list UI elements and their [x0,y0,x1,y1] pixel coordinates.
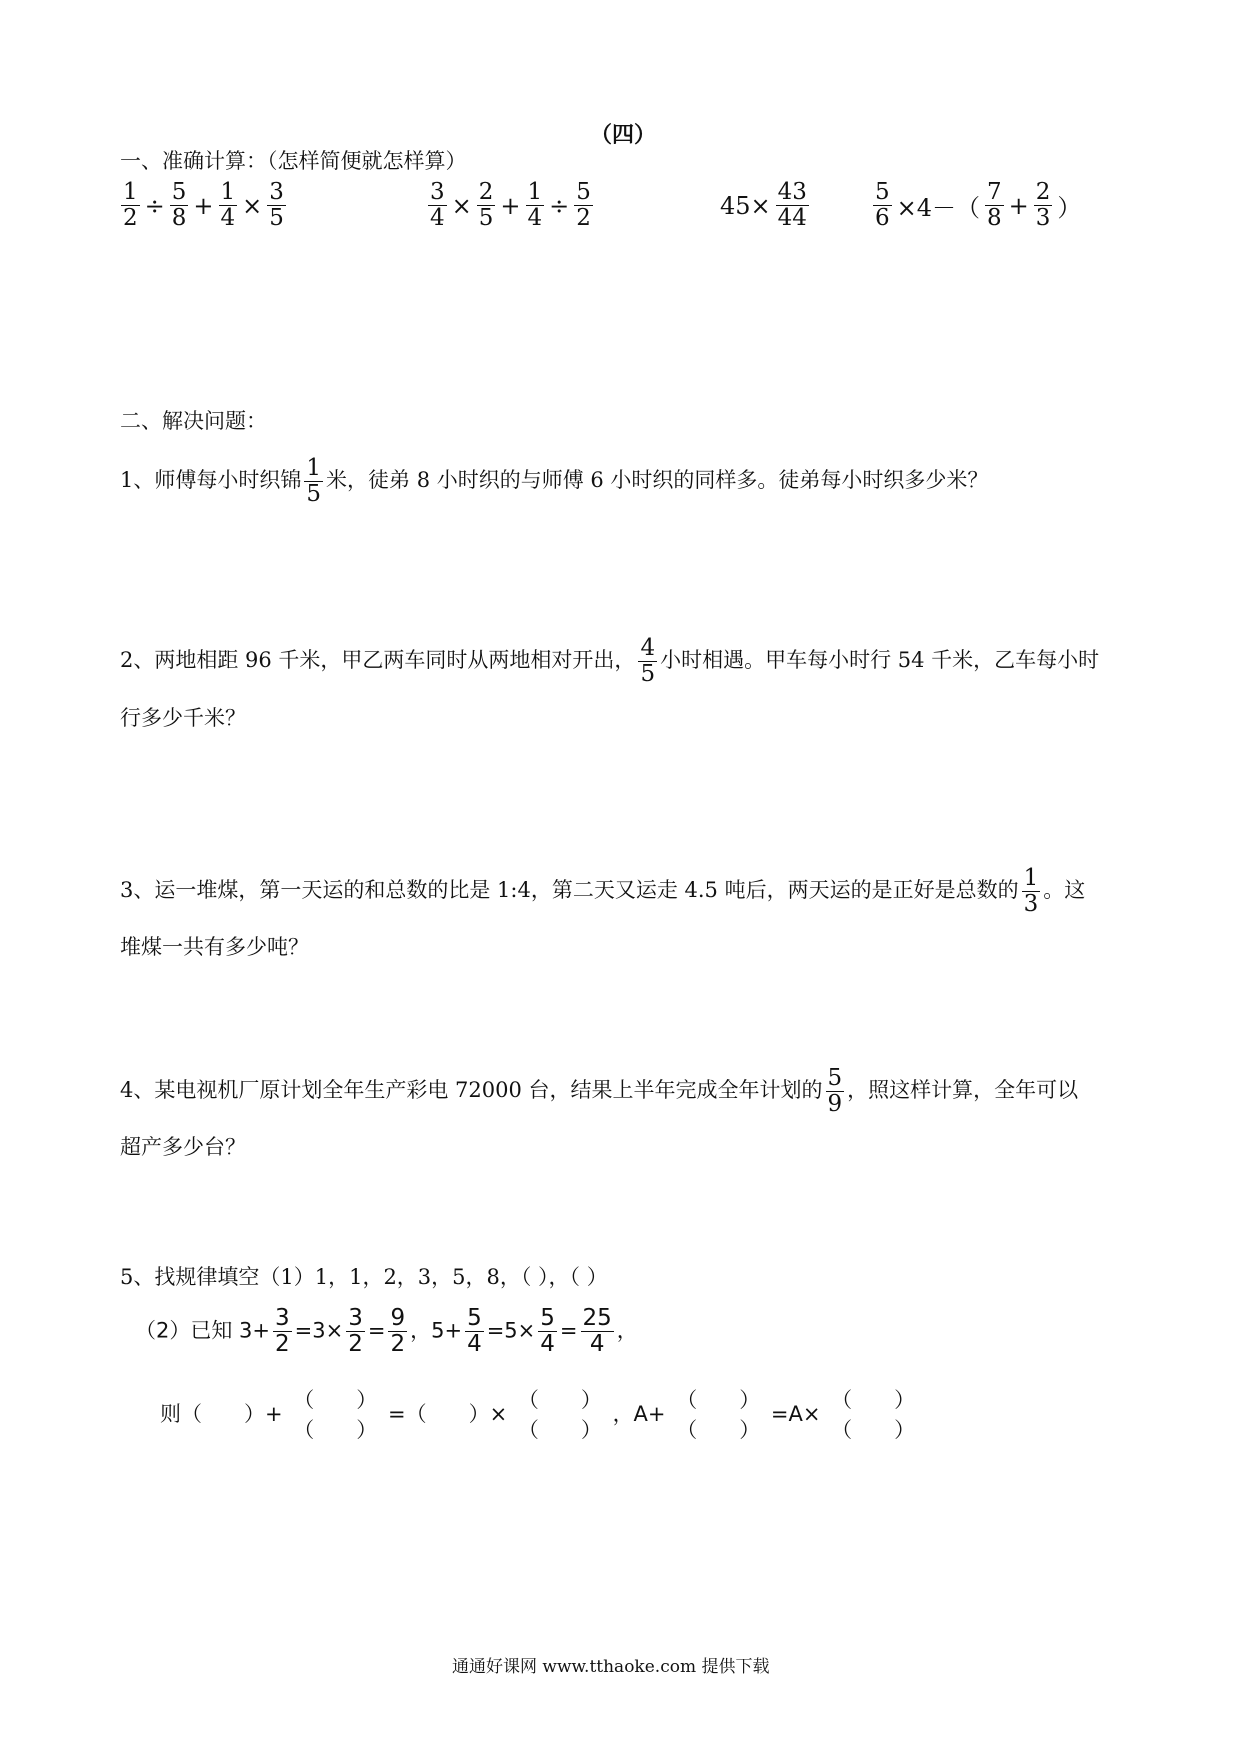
question-2-line-2: 行多少千米？ [120,706,246,730]
question-5-part-3: 则（ ）+ （ ） （ ） =（ ）× （ ） （ ） ，A+ （ ） （ ） =A× （ ） （ ） [160,1385,919,1445]
question-2: 2、两地相距 96 千米，甲乙两车同时从两地相对开出， $\frac{4}{5}$ 小时相遇。甲车每小时行 54 千米，乙车每小时 [120,635,1100,687]
fraction: $\frac{9}{2}$ [390,1305,406,1357]
fraction: $\frac{5}{9}$ [827,1065,843,1117]
section-1-heading: 一、准确计算：（怎样简便就怎样算） [120,149,467,173]
fraction: $\frac{25}{4}$ [582,1305,612,1357]
fraction: $\frac{7}{8}$ [987,179,1002,231]
question-1: 1、师傅每小时织锦 $\frac{1}{5}$ 米，徒弟 8 小时织的与师傅 6 小时织的同样多。徒弟每小时织多少米？ [120,455,989,507]
footer-credit: 通通好课网 www.tthaoke.com 提供下载 [452,1657,770,1677]
question-3: 3、运一堆煤，第一天运的和总数的比是 1:4，第二天又运走 4.5 吨后，两天运的是正好是总数的 $\frac{1}{3}$ 。这 [120,865,1086,917]
fraction: $\frac{1}{4}$ [220,179,236,231]
fraction: $\frac{1}{4}$ [527,179,543,231]
fraction: $\frac{3}{2}$ [348,1305,363,1357]
fraction: $\frac{5}{2}$ [576,179,591,231]
fraction: $\frac{3}{5}$ [269,179,284,231]
question-5-line-1: 5、找规律填空（1）1，1，2，3，5，8，（ ），（ ） [120,1265,608,1289]
fraction: $\frac{1}{2}$ [123,179,138,231]
fraction: $\frac{43}{44}$ [777,179,807,231]
question-3-line-2: 堆煤一共有多少吨？ [120,935,309,959]
blank-fraction: （ ） （ ） [676,1388,761,1442]
expression-4: $\frac{5}{6}$ ×4－（ $\frac{7}{8}$ + $\frac{2}{3}$ ） [875,179,1082,231]
blank-fraction: （ ） （ ） [293,1388,378,1442]
blank-fraction: （ ） （ ） [517,1388,602,1442]
page-title: （四） [590,122,657,148]
expression-2: $\frac{3}{4}$ × $\frac{2}{5}$ + $\frac{1}{4}$ ÷ $\frac{5}{2}$ [430,179,591,231]
fraction: $\frac{5}{6}$ [875,179,890,231]
fraction: $\frac{4}{5}$ [640,635,656,687]
section-2-heading: 二、解决问题： [120,409,267,433]
expression-3: 45× $\frac{43}{44}$ [720,179,807,231]
fraction: $\frac{5}{4}$ [467,1305,482,1357]
question-5-part-2: （2）已知 3+ $\frac{3}{2}$ =3× $\frac{3}{2}$ = $\frac{9}{2}$ ，5+ $\frac{5}{4}$ =5× $\frac{5}{4}$ = $\frac{25}{4}$ ， [135,1305,638,1357]
fraction: $\frac{5}{4}$ [540,1305,555,1357]
question-4-line-2: 超产多少台？ [120,1135,246,1159]
fraction: $\frac{3}{2}$ [275,1305,290,1357]
blank-fraction: （ ） （ ） [831,1388,916,1442]
question-4: 4、某电视机厂原计划全年生产彩电 72000 台，结果上半年完成全年计划的 $\frac{5}{9}$ ，照这样计算，全年可以 [120,1065,1079,1117]
fraction: $\frac{1}{5}$ [306,455,322,507]
fraction: $\frac{5}{8}$ [171,179,187,231]
expression-1: $\frac{1}{2}$ ÷ $\frac{5}{8}$ + $\frac{1}{4}$ × $\frac{3}{5}$ [123,179,284,231]
fraction: $\frac{2}{3}$ [1035,179,1051,231]
fraction: $\frac{3}{4}$ [430,179,445,231]
fraction: $\frac{1}{3}$ [1023,865,1039,917]
fraction: $\frac{2}{5}$ [478,179,494,231]
